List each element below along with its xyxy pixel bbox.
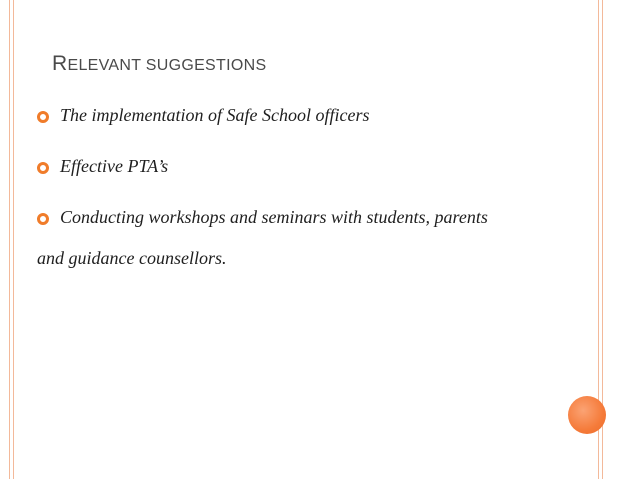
bullet-list	[36, 100, 596, 294]
bullet-text: The implementation of Safe School officers	[60, 105, 370, 125]
bullet-text-line1: Conducting workshops and seminars with students, parents	[60, 207, 488, 227]
bullet-item	[36, 202, 596, 273]
circle-bullet-icon	[37, 162, 49, 174]
title-rest: ELEVANT	[67, 57, 146, 74]
bullet-text-line2: and guidance counsellors.	[37, 248, 227, 268]
left-border-line	[9, 0, 10, 479]
orange-circle-decoration	[568, 396, 606, 434]
bullet-item	[36, 100, 596, 130]
bullet-item	[36, 151, 596, 181]
title-first-letter: R	[52, 52, 68, 75]
left-border-line-inner	[13, 0, 14, 479]
circle-bullet-icon	[37, 111, 49, 123]
bullet-text: Effective PTA’s	[60, 156, 169, 176]
title-rest-2: SUGGESTIONS	[145, 57, 267, 74]
slide-title	[52, 52, 266, 76]
circle-bullet-icon	[37, 213, 49, 225]
